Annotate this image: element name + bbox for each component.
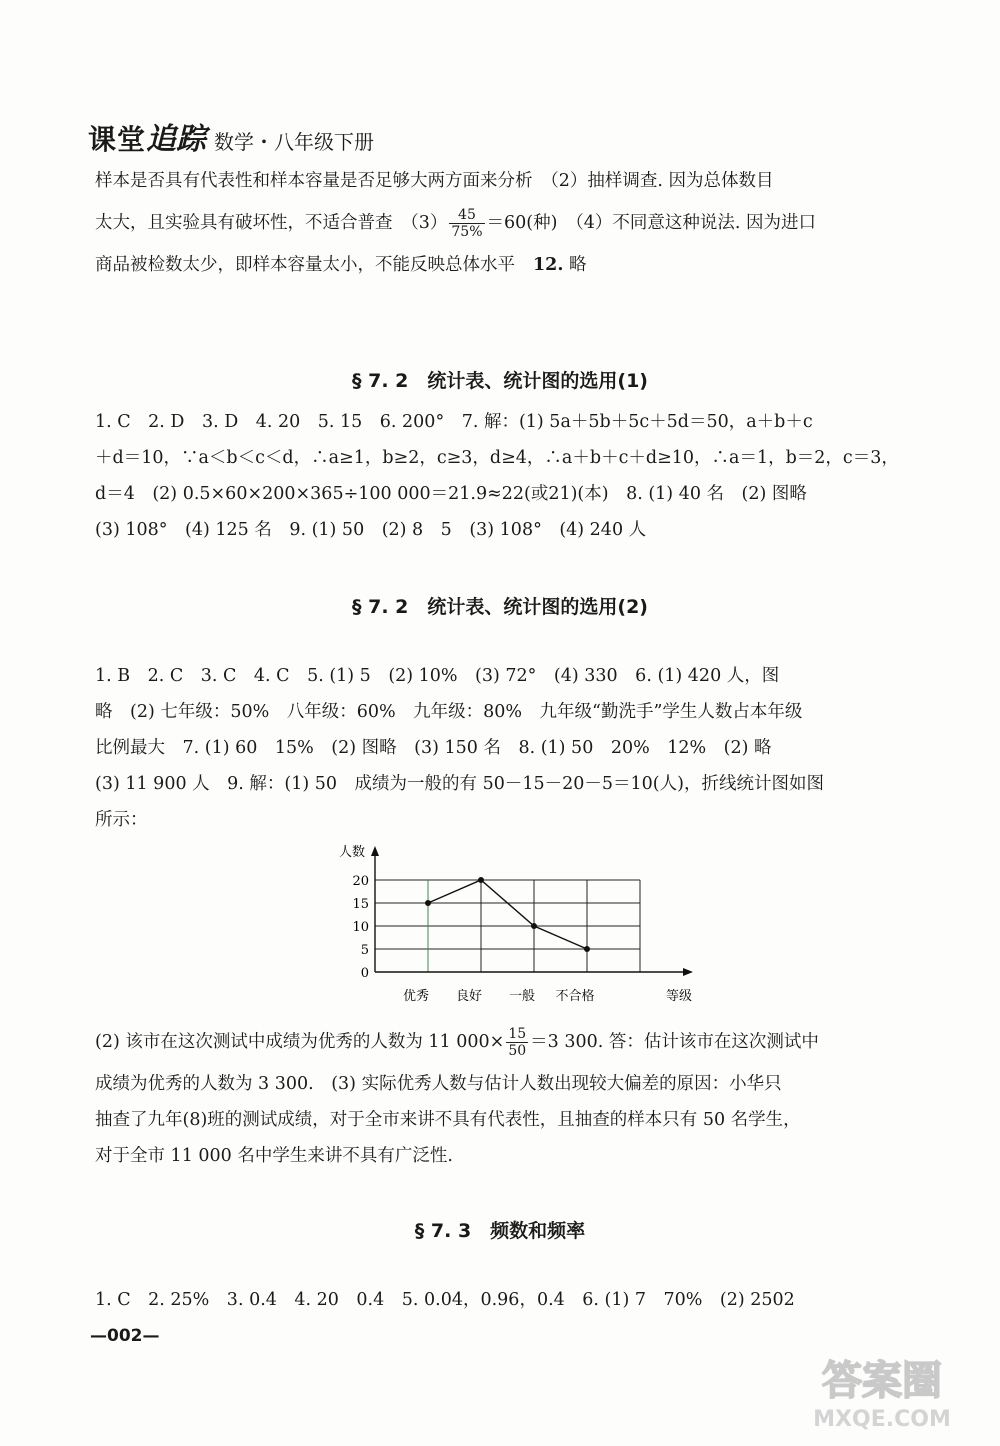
watermark-url: MXQE.COM bbox=[813, 1407, 951, 1432]
fraction-denominator: 75% bbox=[451, 224, 483, 240]
text-run: (2) 该市在这次测试中成绩为优秀的人数为 11 000× bbox=[95, 1032, 505, 1052]
section-title: § 7. 3 频数和频率 bbox=[414, 1220, 586, 1242]
section-title: § 7. 2 统计表、统计图的选用(2) bbox=[352, 596, 648, 618]
section1-answers bbox=[95, 404, 905, 548]
text-line: 比例最大 7. (1) 60 15% (2) 图略 (3) 150 名 8. (1) 50 20% 12% (2) 略 bbox=[95, 738, 772, 758]
text-line: 所示： bbox=[95, 810, 148, 830]
fraction-denominator: 50 bbox=[508, 1043, 527, 1059]
chart-axes bbox=[371, 846, 693, 976]
section3-answers bbox=[95, 1282, 905, 1318]
y-axis-title: 人数 bbox=[339, 845, 366, 860]
watermark-logo bbox=[782, 1346, 982, 1432]
x-tick-label: 优秀 bbox=[402, 989, 430, 1004]
series-line bbox=[428, 880, 587, 949]
y-axis-arrow bbox=[371, 846, 379, 856]
section2-answers bbox=[95, 658, 905, 838]
text-line bbox=[95, 247, 905, 283]
text-line: 抽查了九年(8)班的测试成绩，对于全市来讲不具有代表性，且抽查的样本只有 50 名学生， bbox=[95, 1110, 801, 1130]
fraction-numerator: 45 bbox=[449, 208, 484, 224]
text-line: 对于全市 11 000 名中学生来讲不具有广泛性. bbox=[95, 1146, 453, 1166]
data-point bbox=[478, 877, 484, 883]
line-chart bbox=[320, 832, 693, 1004]
x-tick-label: 不合格 bbox=[555, 989, 595, 1004]
text-line bbox=[95, 1018, 905, 1066]
text-run: 太大，且实验具有破坏性，不适合普查 （3） bbox=[95, 213, 448, 233]
x-axis-arrow bbox=[683, 968, 693, 976]
y-tick-label: 15 bbox=[352, 897, 369, 912]
question-number: 12. bbox=[533, 255, 564, 275]
text-line: (3) 108° (4) 125 名 9. (1) 50 (2) 8 5 (3) 108° (4) 240 人 bbox=[95, 520, 647, 540]
text-run: ＝3 300. 答：估计该市在这次测试中 bbox=[530, 1032, 819, 1052]
text-run: ＝60(种) （4）不同意这种说法. 因为进口 bbox=[486, 213, 816, 233]
text-run: 略 bbox=[569, 255, 587, 275]
book-subtitle: 数学・八年级下册 bbox=[214, 130, 375, 154]
data-point bbox=[531, 923, 537, 929]
data-point bbox=[584, 946, 590, 952]
y-tick-label: 10 bbox=[352, 920, 369, 935]
text-line bbox=[95, 199, 905, 247]
text-line: d＝4 (2) 0.5×60×200×365÷100 000＝21.9≈22(或21)(本) 8. (1) 40 名 (2) 图略 bbox=[95, 484, 807, 504]
chart-labels bbox=[339, 844, 692, 1004]
page-number: —002— bbox=[90, 1326, 160, 1346]
section-title: § 7. 2 统计表、统计图的选用(1) bbox=[352, 370, 648, 392]
logo-text-a: 课堂 bbox=[88, 123, 147, 156]
watermark-text: 答案圈 bbox=[822, 1358, 942, 1404]
fraction bbox=[506, 1027, 528, 1058]
fraction-numerator: 15 bbox=[508, 1026, 527, 1042]
text-line: 成绩为优秀的人数为 3 300. (3) 实际优秀人数与估计人数出现较大偏差的原因：小华只 bbox=[95, 1074, 782, 1094]
text-line: (3) 11 900 人 9. 解：(1) 50 成绩为一般的有 50－15－20－5＝10(人)，折线统计图如图 bbox=[95, 774, 824, 794]
x-axis-title: 等级 bbox=[666, 989, 693, 1004]
text-line: 1. C 2. D 3. D 4. 20 5. 15 6. 200° 7. 解：(1) 5a＋5b＋5c＋5d＝50，a＋b＋c bbox=[95, 412, 813, 432]
text-line: 1. C 2. 25% 3. 0.4 4. 20 0.4 5. 0.04，0.96，0.4 6. (1) 7 70% (2) 2502 bbox=[95, 1290, 795, 1310]
y-tick-label: 5 bbox=[360, 943, 369, 958]
chart-grid bbox=[375, 880, 640, 972]
book-header bbox=[88, 114, 374, 158]
text-line: ＋d＝10，∵a＜b＜c＜d，∴a≥1，b≥2，c≥3，d≥4，∴a＋b＋c＋d≥10，∴a＝1，b＝2，c＝3， bbox=[95, 448, 899, 468]
logo-text-b: 追踪 bbox=[146, 122, 207, 157]
chart-series bbox=[425, 877, 590, 952]
text-line: 样本是否具有代表性和样本容量是否足够大两方面来分析 （2）抽样调查. 因为总体数目 bbox=[95, 171, 774, 191]
x-tick-label: 良好 bbox=[455, 989, 483, 1004]
text-run: 商品被检数太少，即样本容量太小，不能反映总体水平 bbox=[95, 255, 515, 275]
data-point bbox=[425, 900, 431, 906]
x-tick-label: 一般 bbox=[508, 989, 536, 1004]
y-tick-label: 20 bbox=[352, 874, 369, 889]
fraction bbox=[449, 208, 484, 239]
section2-continued bbox=[95, 1018, 905, 1174]
intro-paragraph bbox=[95, 163, 905, 283]
y-tick-label: 0 bbox=[360, 966, 369, 981]
text-line: 1. B 2. C 3. C 4. C 5. (1) 5 (2) 10% (3) 72° (4) 330 6. (1) 420 人，图 bbox=[95, 666, 780, 686]
text-line: 略 (2) 七年级：50% 八年级：60% 九年级：80% 九年级“勤洗手”学生人数占本年级 bbox=[95, 702, 803, 722]
